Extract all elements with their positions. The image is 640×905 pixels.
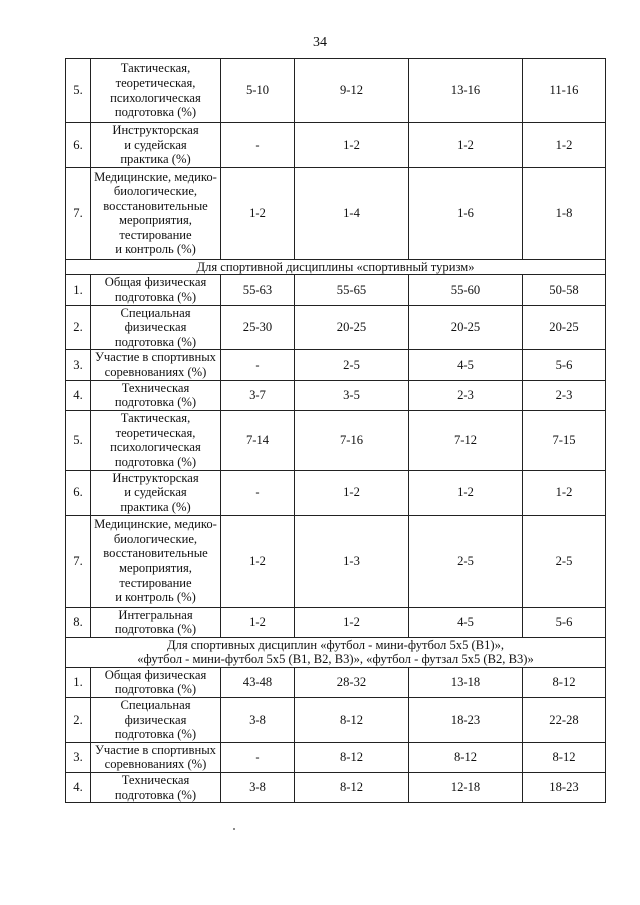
value-cell-3: 8-12 [409, 742, 523, 772]
row-label-line: Интегральная [118, 607, 193, 622]
value-cell-1: 43-48 [221, 667, 295, 697]
value-cell-2: 7-16 [295, 410, 409, 470]
value-cell-1: - [221, 470, 295, 515]
section-title-line: Для спортивной дисциплины «спортивный туризм» [196, 259, 475, 274]
row-label-line: Медицинские, медико- [94, 169, 217, 184]
value-cell-1: 3-8 [221, 698, 295, 743]
row-label-line: мероприятия, [119, 561, 192, 575]
row-label-line: практика (%) [120, 499, 191, 514]
value-cell-2: 8-12 [295, 742, 409, 772]
value-cell-2: 28-32 [295, 667, 409, 697]
value-cell-4: 2-5 [523, 515, 606, 607]
row-number: 2. [66, 305, 91, 350]
row-label-line: и контроль (%) [115, 242, 196, 257]
section-title [66, 259, 606, 275]
row-label-line: мероприятия, [119, 213, 192, 228]
value-cell-1: 3-8 [221, 773, 295, 803]
table-row [66, 350, 606, 380]
value-cell-1: 5-10 [221, 59, 295, 123]
row-label-line: подготовка (%) [114, 454, 197, 469]
value-cell-4: 5-6 [523, 350, 606, 380]
row-label-line: Медицинские, медико- [94, 517, 217, 532]
row-label-line: подготовка (%) [114, 622, 197, 637]
row-label-line: биологические, [113, 184, 198, 199]
value-cell-3: 13-16 [409, 59, 523, 123]
value-cell-1: 7-14 [221, 410, 295, 470]
row-label-line: Специальная [120, 305, 191, 320]
value-cell-2: 55-65 [295, 275, 409, 305]
value-cell-4: 8-12 [523, 667, 606, 697]
row-number: 2. [66, 698, 91, 743]
value-cell-2: 3-5 [295, 380, 409, 410]
value-cell-1: 1-2 [221, 607, 295, 637]
row-label [91, 380, 221, 410]
scan-speck [233, 828, 235, 830]
row-label-line: подготовка (%) [114, 727, 197, 742]
row-label-line: подготовка (%) [114, 105, 197, 120]
value-cell-3: 1-2 [409, 470, 523, 515]
row-label-line: психологическая [110, 440, 201, 455]
row-label [91, 410, 221, 470]
row-number: 4. [66, 773, 91, 803]
value-cell-4: 8-12 [523, 742, 606, 772]
section-title-line: «футбол - мини-футбол 5х5 (В1, В2, В3)», «футбол - футзал 5х5 (В2, В3)» [137, 652, 534, 667]
row-label-line: Участие в спортивных [95, 350, 216, 365]
row-label [91, 470, 221, 515]
value-cell-3: 13-18 [409, 667, 523, 697]
table-row [66, 380, 606, 410]
row-label-line: восстановительные [103, 198, 208, 213]
table-row [66, 742, 606, 772]
row-label-line: тестирование [119, 227, 192, 242]
row-number: 6. [66, 470, 91, 515]
row-label [91, 773, 221, 803]
table-row [66, 410, 606, 470]
page-number: 34 [313, 35, 327, 50]
row-label-line: Техническая [121, 380, 190, 395]
row-label-line: Участие в спортивных [95, 742, 216, 757]
value-cell-1: 3-7 [221, 380, 295, 410]
value-cell-3: 4-5 [409, 607, 523, 637]
row-label-line: подготовка (%) [114, 682, 197, 697]
row-label-line: подготовка (%) [114, 787, 197, 802]
value-cell-3: 12-18 [409, 773, 523, 803]
value-cell-4: 1-8 [523, 167, 606, 259]
table-row [66, 167, 606, 259]
row-label-line: психологическая [110, 90, 201, 105]
value-cell-3: 55-60 [409, 275, 523, 305]
row-label [91, 698, 221, 743]
row-label-line: Специальная [120, 698, 191, 713]
value-cell-2: 1-4 [295, 167, 409, 259]
table-row [66, 698, 606, 743]
value-cell-1: 1-2 [221, 167, 295, 259]
row-label-line: Общая физическая [104, 667, 207, 682]
value-cell-2: 8-12 [295, 698, 409, 743]
value-cell-3: 2-5 [409, 515, 523, 607]
value-cell-2: 1-2 [295, 123, 409, 168]
table-body [66, 59, 606, 803]
row-label-line: и судейская [124, 485, 187, 500]
row-label-line: соревнованиях (%) [104, 757, 207, 772]
row-label-line: теоретическая, [115, 75, 196, 90]
row-label-line: и судейская [124, 137, 187, 152]
row-label [91, 275, 221, 305]
value-cell-4: 1-2 [523, 123, 606, 168]
row-label-line: Инструкторская [112, 123, 199, 137]
table-row [66, 667, 606, 697]
row-number: 1. [66, 275, 91, 305]
table-row [66, 773, 606, 803]
row-label-line: физическая [124, 712, 187, 727]
row-label [91, 742, 221, 772]
table-row [66, 59, 606, 123]
value-cell-4: 18-23 [523, 773, 606, 803]
row-label-line: практика (%) [120, 152, 191, 167]
row-label [91, 305, 221, 350]
value-cell-2: 1-2 [295, 607, 409, 637]
row-label-line: подготовка (%) [114, 395, 197, 410]
row-label-line: подготовка (%) [114, 334, 197, 349]
row-label-line: восстановительные [103, 546, 208, 561]
value-cell-3: 1-6 [409, 167, 523, 259]
value-cell-2: 1-3 [295, 515, 409, 607]
row-label-line: подготовка (%) [114, 289, 197, 304]
row-number: 3. [66, 742, 91, 772]
table-row [66, 305, 606, 350]
training-ratio-table [65, 58, 606, 803]
value-cell-4: 7-15 [523, 410, 606, 470]
row-number: 5. [66, 410, 91, 470]
row-label-line: Тактическая, [120, 61, 191, 76]
row-label [91, 350, 221, 380]
value-cell-4: 2-3 [523, 380, 606, 410]
row-number: 7. [66, 167, 91, 259]
row-label-line: соревнованиях (%) [104, 364, 207, 379]
value-cell-2: 1-2 [295, 470, 409, 515]
row-number: 1. [66, 667, 91, 697]
row-label [91, 607, 221, 637]
table-row [66, 123, 606, 168]
table-row [66, 607, 606, 637]
value-cell-3: 2-3 [409, 380, 523, 410]
table-row [66, 470, 606, 515]
row-number: 5. [66, 59, 91, 123]
row-number: 6. [66, 123, 91, 168]
value-cell-2: 8-12 [295, 773, 409, 803]
value-cell-4: 20-25 [523, 305, 606, 350]
row-label-line: Общая физическая [104, 275, 207, 290]
value-cell-4: 1-2 [523, 470, 606, 515]
section-header-row [66, 637, 606, 667]
table-row [66, 275, 606, 305]
value-cell-3: 1-2 [409, 123, 523, 168]
row-label-line: Тактическая, [120, 411, 191, 426]
table-row [66, 515, 606, 607]
row-label [91, 667, 221, 697]
row-label-line: Инструкторская [112, 470, 199, 485]
row-label-line: физическая [124, 320, 187, 335]
value-cell-3: 7-12 [409, 410, 523, 470]
value-cell-4: 22-28 [523, 698, 606, 743]
section-title [66, 637, 606, 667]
value-cell-1: - [221, 350, 295, 380]
value-cell-2: 20-25 [295, 305, 409, 350]
row-label [91, 167, 221, 259]
row-label-line: тестирование [119, 575, 192, 590]
value-cell-1: - [221, 742, 295, 772]
value-cell-3: 4-5 [409, 350, 523, 380]
row-number: 3. [66, 350, 91, 380]
value-cell-2: 2-5 [295, 350, 409, 380]
value-cell-4: 11-16 [523, 59, 606, 123]
section-title-line: Для спортивных дисциплин «футбол - мини-футбол 5х5 (В1)», [166, 637, 505, 652]
value-cell-1: 55-63 [221, 275, 295, 305]
row-label-line: и контроль (%) [115, 590, 196, 605]
value-cell-1: 25-30 [221, 305, 295, 350]
row-number: 8. [66, 607, 91, 637]
row-number: 7. [66, 515, 91, 607]
section-header-row [66, 259, 606, 275]
row-number: 4. [66, 380, 91, 410]
row-label [91, 123, 221, 168]
value-cell-1: 1-2 [221, 515, 295, 607]
value-cell-2: 9-12 [295, 59, 409, 123]
row-label [91, 515, 221, 607]
row-label [91, 59, 221, 123]
row-label-line: Техническая [121, 773, 190, 788]
value-cell-3: 18-23 [409, 698, 523, 743]
row-label-line: теоретическая, [115, 425, 196, 440]
value-cell-3: 20-25 [409, 305, 523, 350]
value-cell-4: 5-6 [523, 607, 606, 637]
value-cell-1: - [221, 123, 295, 168]
row-label-line: биологические, [113, 531, 198, 546]
value-cell-4: 50-58 [523, 275, 606, 305]
